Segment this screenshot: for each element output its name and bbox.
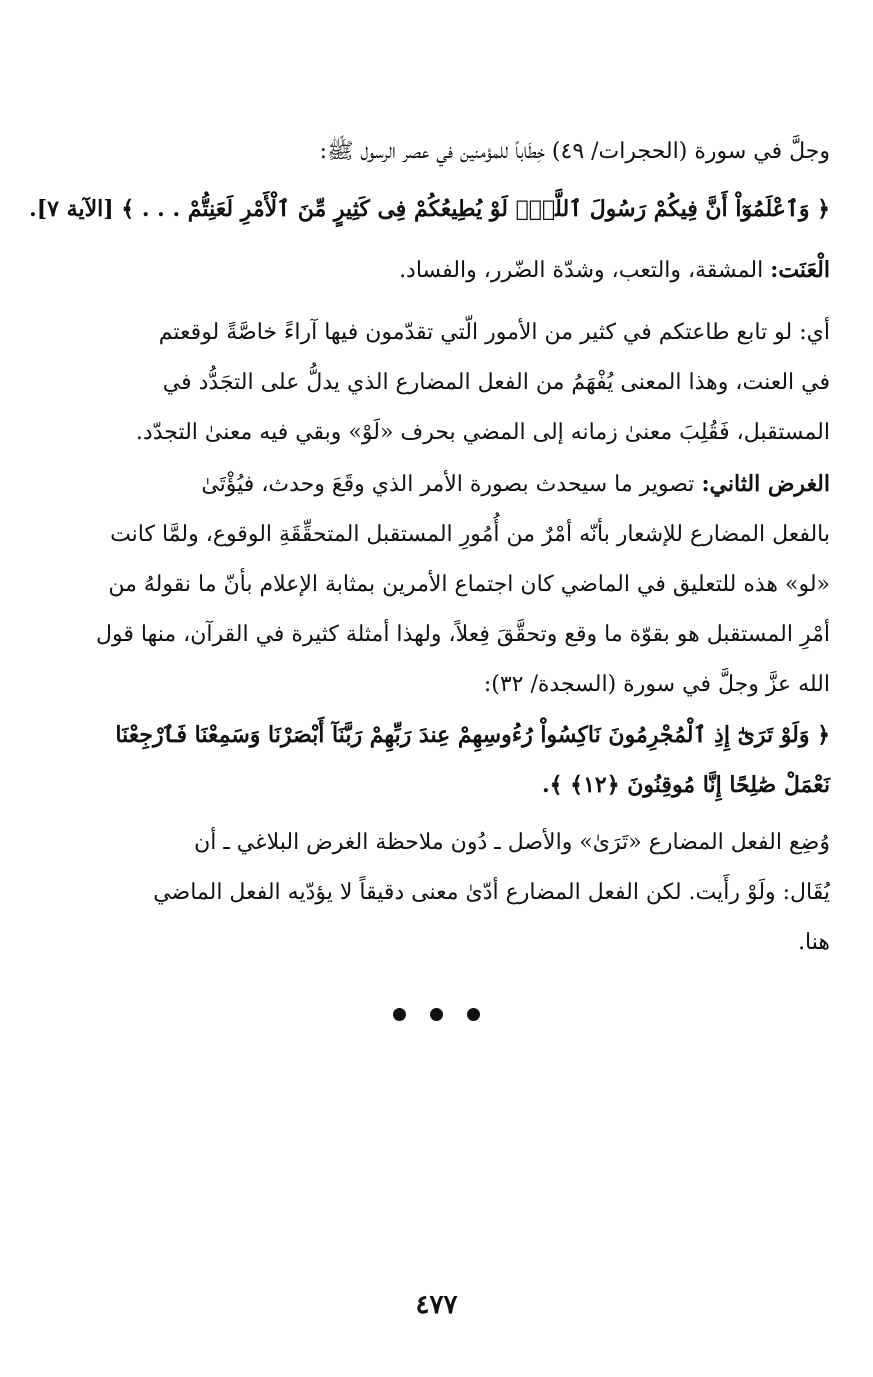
verse-line: نَعْمَلْ صَٰلِحًا إِنَّا مُوقِنُونَ ﴿١٢﴾ ﴾. — [541, 772, 830, 798]
separator-dot — [467, 1008, 480, 1021]
verse-line: ﴿ وَلَوْ تَرَىٰٓ إِذِ ٱلْمُجْرِمُونَ نَاكِسُواْ رُءُوسِهِمْ عِندَ رَبِّهِمْ رَبَّنَآ أَبْصَرْنَا وَسَمِعْنَا فَٱرْجِعْنَا — [115, 722, 830, 748]
separator-dot — [393, 1008, 406, 1021]
paragraph-explanation — [80, 308, 830, 458]
definition-anat — [80, 245, 830, 296]
definition-text: المشقة، والتعب، وشدّة الضّرر، والفساد. — [399, 258, 764, 283]
text-line: تصوير ما سيحدث بصورة الأمر الذي وقَعَ وحدث، فيُؤْتَىٰ — [201, 472, 695, 497]
text-line: أمْرِ المستقبل هو بقوّة ما وقع وتحقَّقَ فِعلاً، ولهذا أمثلة كثيرة في القرآن، منها قول — [96, 622, 830, 647]
text-line: وجلَّ في سورة (الحجرات/ ٤٩) خِطَاباً للمؤمنين في عصر الرسول ﷺ: — [319, 139, 830, 164]
page-number: ٤٧٧ — [415, 1290, 458, 1320]
quran-verse-sajdah — [80, 710, 830, 810]
text-line: وُضِع الفعل المضارع «تَرَىٰ» والأصل ـ دُون ملاحظة الغرض البلاغي ـ أن — [194, 830, 830, 855]
text-line: هنا. — [798, 930, 830, 955]
text-line: الله عزَّ وجلَّ في سورة (السجدة/ ٣٢): — [483, 672, 830, 697]
paragraph-second-purpose — [80, 459, 830, 710]
verse-line: ﴿ وَٱعْلَمُوٓاْ أَنَّ فِيكُمْ رَسُولَ ٱللَّهِۚ لَوْ يُطِيعُكُمْ فِى كَثِيرٍ مِّنَ ٱلْأَمْرِ لَعَنِتُّمْ . . . ﴾ [الآية ٧]. — [29, 196, 830, 222]
text-line: المستقبل، فَقُلِبَ معنىٰ زمانه إلى المضي بحرف «لَوْ» وبقي فيه معنىٰ التجدّد. — [135, 420, 830, 445]
text-line: «لو» هذه للتعليق في الماضي كان اجتماع الأمرين بمثابة الإعلام بأنّ ما نقولهُ من — [108, 572, 830, 597]
section-lead: الغرض الثاني: — [701, 471, 830, 497]
definition-term: الْعَنَت: — [770, 257, 830, 283]
text-line: في العنت، وهذا المعنى يُفْهَمُ من الفعل المضارع الذي يدلُّ على التجَدُّد في — [162, 370, 830, 395]
quran-verse-hujurat — [29, 184, 830, 234]
paragraph-intro — [80, 127, 830, 177]
text-line: يُقَال: ولَوْ رأَيت. لكن الفعل المضارع أدّىٰ معنى دقيقاً لا يؤدّيه الفعل الماضي — [153, 880, 830, 905]
text-line: أي: لو تابع طاعتكم في كثير من الأمور الّتي تقدّمون فيها آراءً خاصَّةً لوقعتم — [158, 320, 830, 345]
paragraph-conclusion — [80, 818, 830, 968]
separator-dot — [430, 1008, 443, 1021]
section-separator — [0, 1008, 873, 1025]
text-line: بالفعل المضارع للإشعار بأنّه أمْرٌ من أُمُورِ المستقبل المتحقِّقَةِ الوقوع، ولمَّا كانت — [110, 522, 830, 547]
